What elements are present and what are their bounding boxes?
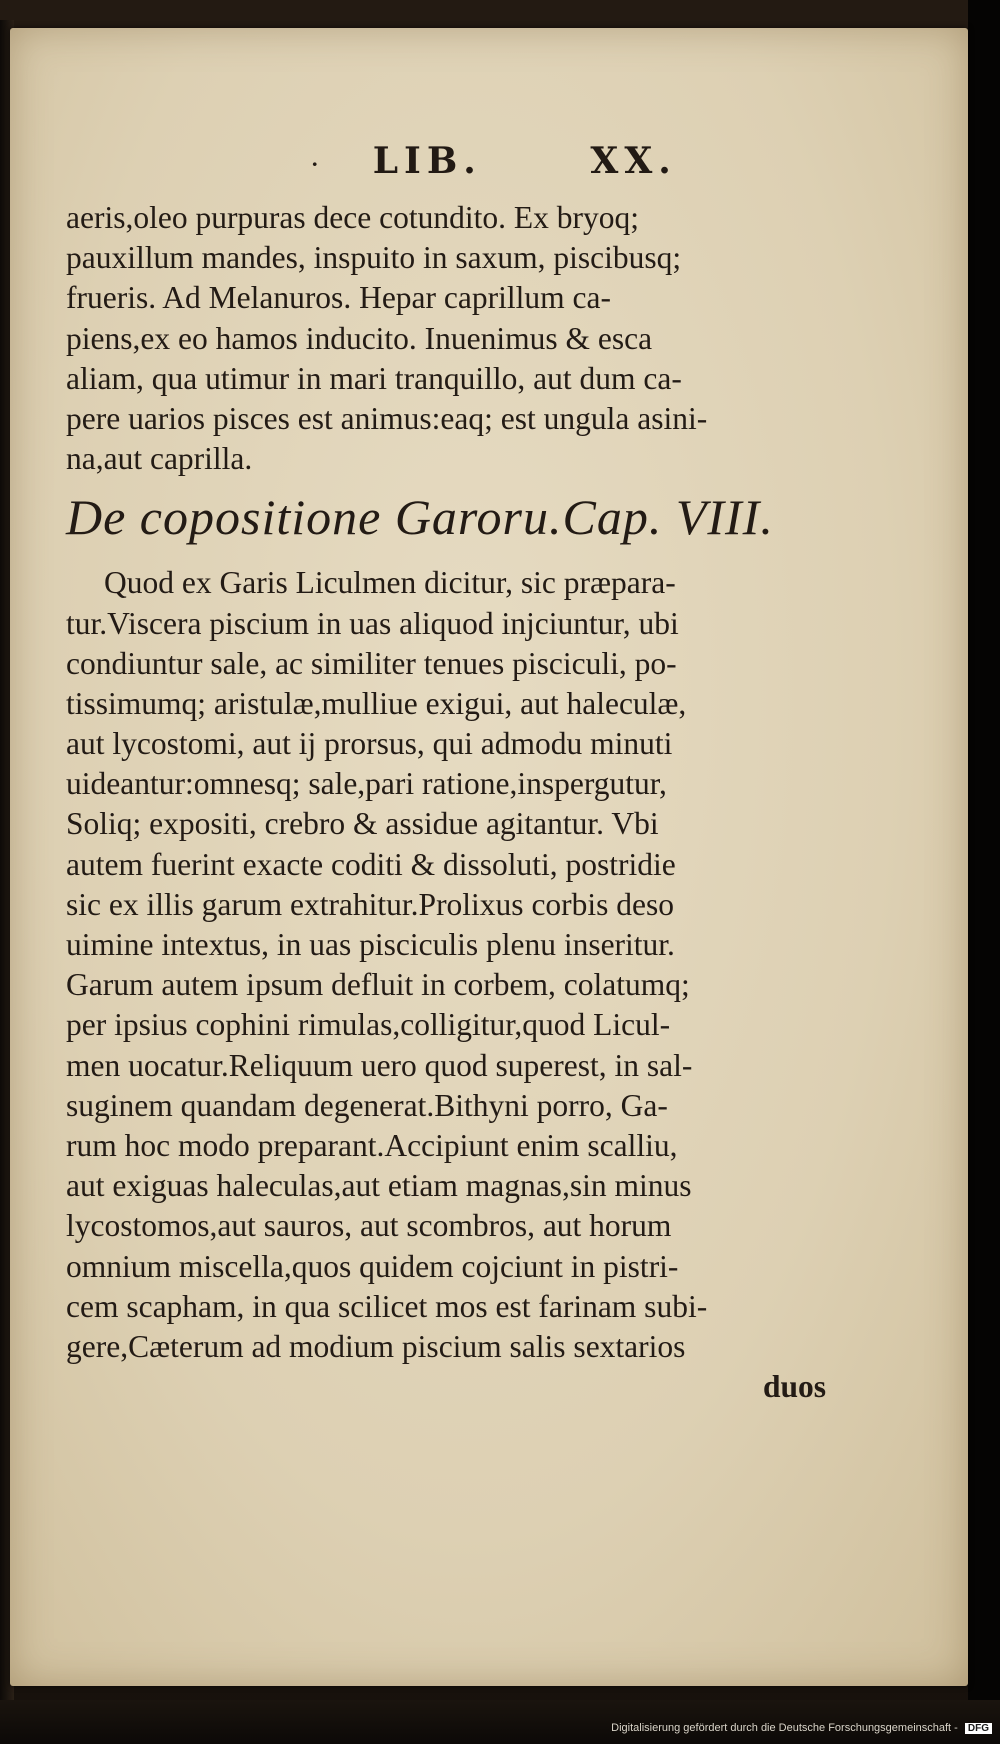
- scan-border-right: [968, 0, 1000, 1744]
- text-line: condiuntur sale, ac similiter tenues pisciculi, po-: [66, 645, 677, 681]
- header-book-number: XX.: [590, 140, 677, 182]
- text-line: tissimumq; aristulæ,mulliue exigui, aut haleculæ,: [66, 685, 687, 721]
- text-line: autem fuerint exacte coditi & dissoluti, postridie: [66, 846, 676, 882]
- header-book-label: LIB.: [372, 140, 482, 182]
- text-line: na,aut caprilla.: [66, 441, 253, 477]
- text-line: Quod ex Garis Liculmen dicitur, sic præpara-: [104, 565, 676, 601]
- catchword: duos: [762, 1369, 826, 1405]
- text-line: cem scapham, in qua scilicet mos est farinam subi-: [66, 1288, 708, 1324]
- text-line: pere uarios pisces est animus:eaq; est ungula asini-: [66, 400, 708, 436]
- text-line: frueris. Ad Melanuros. Hepar caprillum ca-: [66, 280, 611, 316]
- digitization-footer: [611, 1722, 992, 1734]
- text-line: sic ex illis garum extrahitur.Prolixus corbis deso: [66, 886, 675, 922]
- text-line: uideantur:omnesq; sale,pari ratione,inspergutur,: [66, 766, 667, 802]
- text-line: uimine intextus, in uas pisciculis plenu inseritur.: [66, 927, 675, 962]
- text-line: omnium miscella,quos quidem cojciunt in pistri-: [66, 1248, 679, 1284]
- text-line: Soliq; expositi, crebro & assidue agitantur. Vbi: [66, 806, 659, 842]
- paragraph-body: [66, 563, 826, 1367]
- dfg-logo: DFG: [965, 1723, 992, 1734]
- paragraph-top: [66, 198, 826, 479]
- book-page: [10, 28, 968, 1686]
- text-line: rum hoc modo preparant.Accipiunt enim scalliu,: [66, 1127, 678, 1163]
- text-line: lycostomos,aut sauros, aut scombros, aut horum: [66, 1208, 672, 1244]
- text-line: pauxillum mandes, inspuito in saxum, piscibusq;: [66, 240, 682, 276]
- footer-text: Digitalisierung gefördert durch die Deutsche Forschungsgemeinschaft -: [611, 1722, 958, 1734]
- text-line: Garum autem ipsum defluit in corbem, colatumq;: [66, 967, 690, 1003]
- text-line: aut exiguas haleculas,aut etiam magnas,sin minus: [66, 1168, 692, 1204]
- text-line: per ipsius cophini rimulas,colligitur,quod Licul-: [66, 1007, 671, 1043]
- text-line: aliam, qua utimur in mari tranquillo, aut dum ca-: [66, 360, 682, 396]
- text-line: men uocatur.Reliquum uero quod superest, in sal-: [66, 1047, 693, 1083]
- text-line: suginem quandam degenerat.Bithyni porro, Ga-: [66, 1087, 668, 1123]
- chapter-title: De copositione Garoru.Cap. VIII.: [66, 489, 774, 546]
- header-mark: ·: [311, 152, 325, 176]
- text-line: gere,Cæterum ad modium piscium salis sextarios: [66, 1328, 686, 1364]
- text-line: piens,ex eo hamos inducito. Inuenimus & esca: [66, 320, 653, 356]
- text-line: tur.Viscera piscium in uas aliquod injciuntur, ubi: [66, 605, 679, 641]
- running-header: [10, 140, 978, 182]
- text-line: aut lycostomi, aut ij prorsus, qui admodu minuti: [66, 726, 673, 762]
- text-block: [66, 198, 826, 1407]
- text-line: aeris,oleo purpuras dece cotundito. Ex bryoq;: [66, 200, 639, 235]
